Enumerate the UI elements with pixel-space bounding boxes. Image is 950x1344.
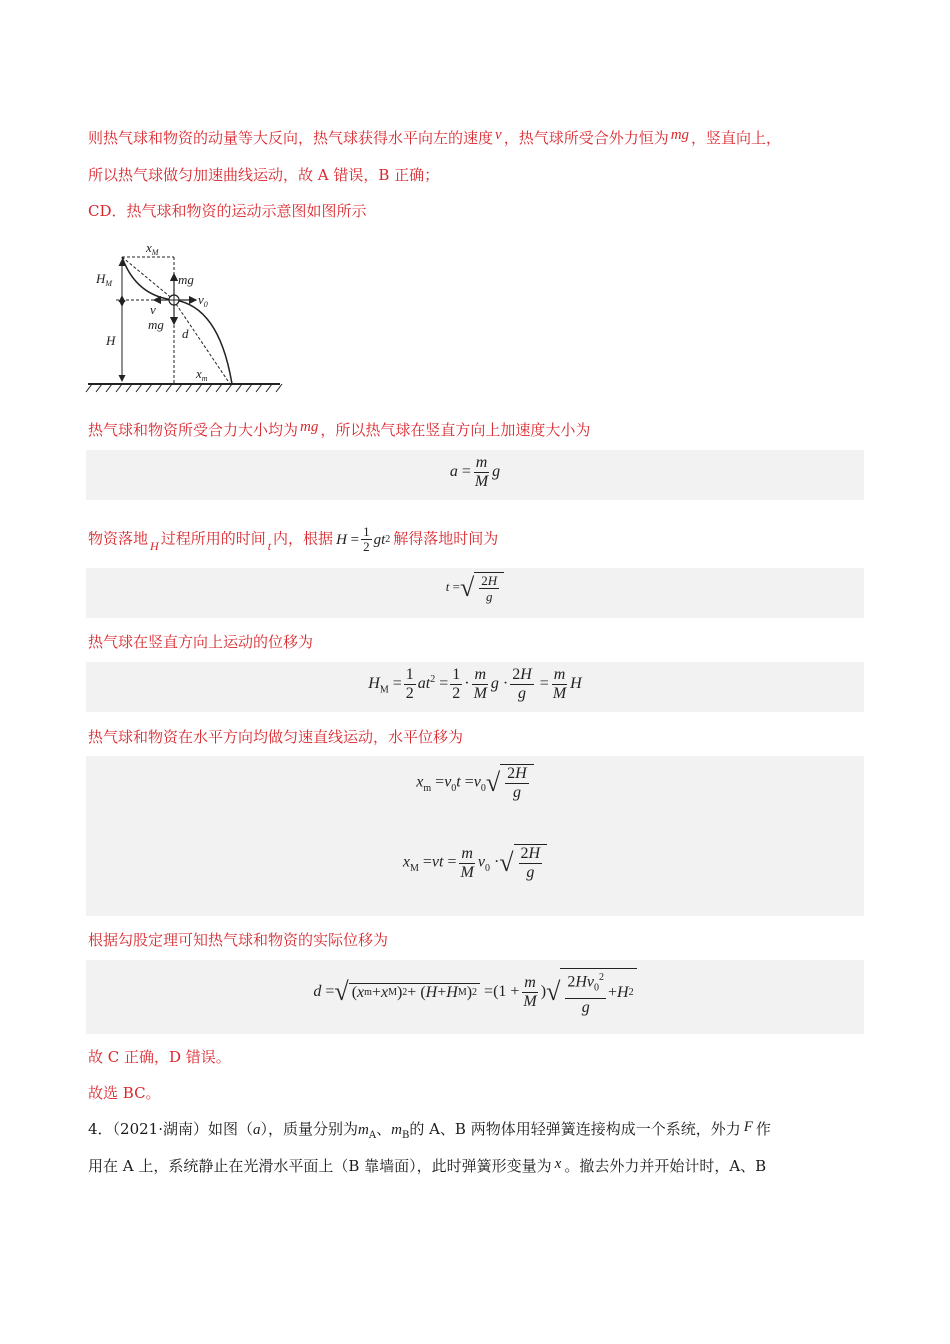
text-line-2: 所以热气球做匀加速曲线运动，故 A 错误，B 正确； — [88, 166, 440, 184]
text-line-8: 根据勾股定理可知热气球和物资的实际位移为 — [88, 931, 389, 949]
text-segment: 。撤去外力并开始计时，A、B — [564, 1157, 767, 1175]
text-line-1 — [88, 128, 781, 149]
math-mg: mg — [670, 127, 690, 143]
formula-HM: $H_M$ = $\frac{1}{2}$ $at^2$ = $\frac{1}{2}$ · $\frac{m}{M}$ g · $\frac{2H}{g}$ = $\frac{m}{M}$ H — [368, 666, 582, 702]
text-line-5 — [88, 525, 498, 554]
formula-accel: a = $\frac{m}{M}$ g — [449, 454, 501, 490]
label-mg-up: mg — [178, 272, 194, 287]
math-a: a — [253, 1122, 261, 1138]
label-mg-down: mg — [148, 317, 164, 332]
text-segment: 用在 A 上，系统静止在光滑水平面上（B 靠墙面），此时弹簧形变量为 — [88, 1157, 552, 1175]
math-mB: m — [391, 1122, 402, 1138]
math-H: H — [150, 538, 159, 553]
text-line-7: 热气球和物资在水平方向均做匀速直线运动，水平位移为 — [88, 728, 464, 746]
math-inline-H-eq: H = $\frac{1}{2}$ gt 2 — [336, 524, 391, 554]
math-F: F — [743, 1119, 753, 1135]
label-d: d — [182, 326, 189, 341]
text-segment: 则热气球和物资的动量等大反向，热气球获得水平向左的速度 — [88, 129, 494, 147]
formula-box-time — [86, 568, 864, 618]
text-line-10: 故选 BC。 — [88, 1084, 161, 1102]
text-segment: ，竖直向上， — [691, 129, 782, 147]
label-xm: $x_m$ — [196, 366, 208, 383]
formula-xM: $x_M =vt$ = $\frac{m}{M}$ $v_0$ · √ $\frac{2H}{g}$ — [86, 844, 864, 882]
text-segment: 热气球和物资所受合力大小均为 — [88, 421, 299, 439]
text-segment: 4．（2021·湖南）如图（ — [88, 1120, 253, 1138]
formula-box-HM — [86, 662, 864, 712]
math-mg: mg — [300, 419, 319, 435]
label-xM: $x_M$ — [146, 240, 159, 257]
text-segment: 物资落地 — [88, 529, 149, 548]
math-v: v — [495, 127, 502, 143]
text-segment: ，热气球所受合外力恒为 — [503, 129, 669, 147]
math-mA: m — [358, 1122, 369, 1138]
text-line-9: 故 C 正确，D 错误。 — [88, 1048, 231, 1066]
math-t: t — [267, 538, 272, 553]
motion-diagram — [84, 238, 289, 398]
ground-hatch — [86, 384, 282, 392]
label-v: v — [150, 302, 156, 317]
label-H: H — [106, 333, 116, 348]
text-segment: ，所以热气球在竖直方向上加速度大小为 — [320, 421, 591, 439]
formula-d: d = √ ( x m + x M ) 2 + ( H + H M ) 2 =(1 + $\frac{m}{M}$ ) √ $\frac{2Hv_0^2}{g}$ + H 2 — [86, 968, 864, 1017]
text-segment: 内，根据 — [273, 529, 334, 548]
text-line-4 — [88, 420, 590, 441]
text-segment: 作 — [755, 1120, 771, 1138]
formula-box-horizontal — [86, 756, 864, 916]
math-mA-sub: A — [368, 1130, 377, 1141]
math-mB-sub: B — [401, 1130, 410, 1141]
text-line-3: CD．热气球和物资的运动示意图如图所示 — [88, 202, 367, 220]
text-segment: 解得落地时间为 — [393, 529, 499, 548]
text-segment: ），质量分别为 — [260, 1120, 359, 1138]
math-x: x — [554, 1156, 562, 1172]
formula-time: t = √ $\frac{2H}{g}$ — [86, 572, 864, 604]
question-4-line-2 — [88, 1156, 766, 1177]
formula-xm: $x_m =v_0t =v_0$ √ $\frac{2H}{g}$ — [86, 764, 864, 802]
text-segment: 、 — [376, 1120, 392, 1138]
text-segment: 过程所用的时间 — [160, 529, 266, 548]
formula-box-d — [86, 960, 864, 1034]
text-line-6: 热气球在竖直方向上运动的位移为 — [88, 633, 314, 651]
label-v0: $v_0$ — [198, 292, 208, 309]
dashed-guides — [116, 257, 230, 384]
text-segment: 的 A、B 两物体用轻弹簧连接构成一个系统，外力 — [409, 1120, 741, 1138]
cargo-trajectory — [174, 300, 232, 384]
label-HM: $H_M$ — [96, 271, 113, 288]
question-4-line-1 — [88, 1119, 771, 1146]
formula-box-accel — [86, 450, 864, 500]
